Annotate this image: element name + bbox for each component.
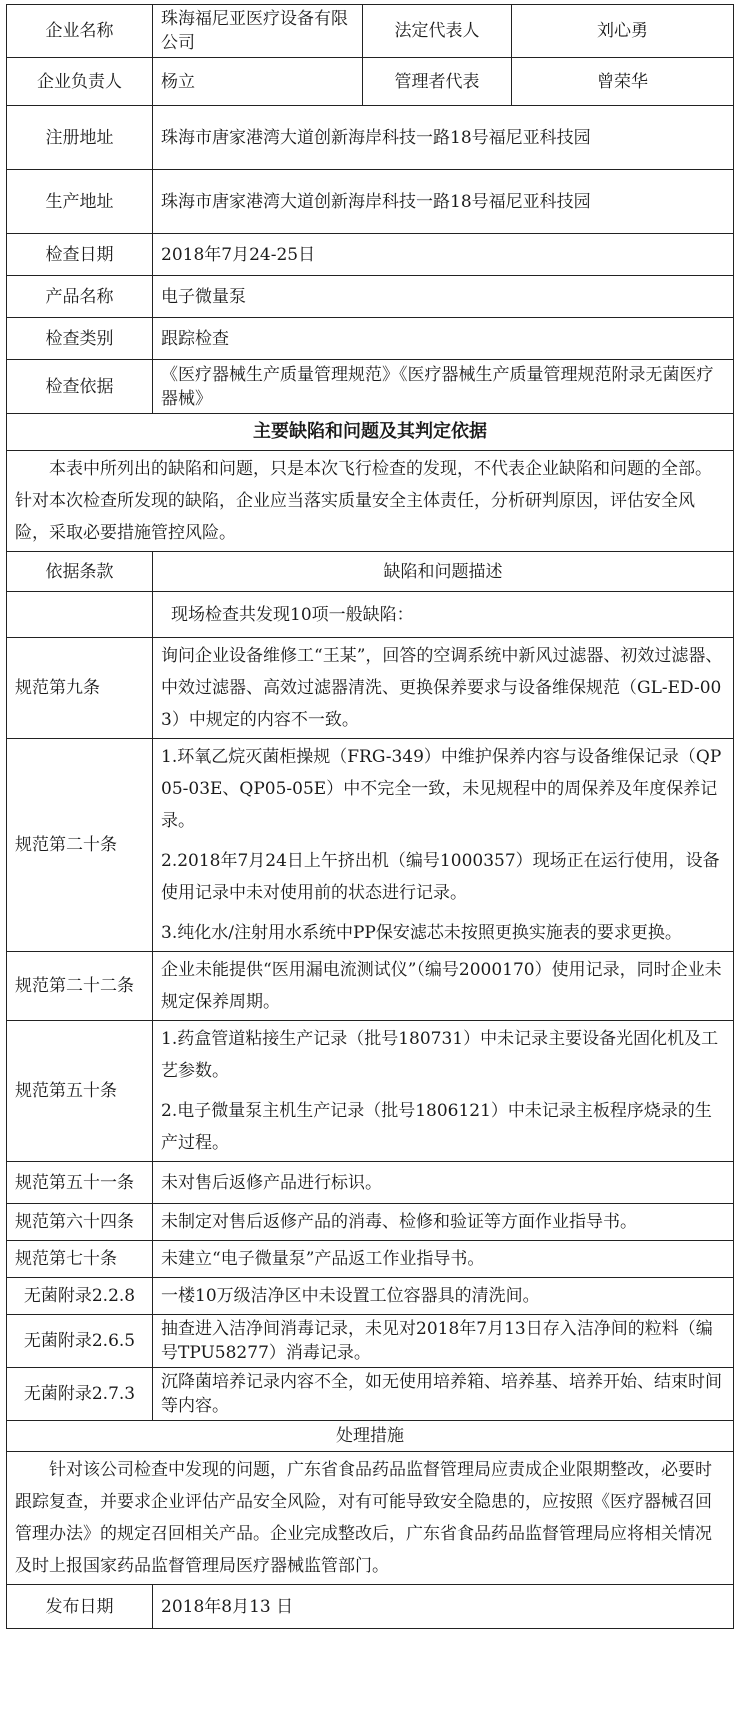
row-release <box>7 1585 734 1629</box>
row-reg-address <box>7 106 734 170</box>
defect-clause: 规范第六十四条 <box>7 1204 153 1241</box>
defect-row <box>7 1315 734 1368</box>
inspection-report-table <box>6 4 734 1629</box>
type-label: 检查类别 <box>7 318 153 360</box>
product-label: 产品名称 <box>7 276 153 318</box>
row-basis <box>7 360 734 414</box>
row-intro <box>7 451 734 552</box>
defect-description <box>153 638 734 739</box>
measures-text: 针对该公司检查中发现的问题，广东省食品药品监督管理局应责成企业限期整改，必要时跟踪复查，并要求企业评估产品安全风险，对有可能导致安全隐患的，应按照《医疗器械召回管理办法》的规定召回相关产品。企业完成整改后，广东省食品药品监督管理局应将相关情况及时上报国家药品监督管理局医疗器械监管部门。 <box>7 1452 734 1585</box>
defects-intro: 本表中所列出的缺陷和问题，只是本次飞行检查的发现，不代表企业缺陷和问题的全部。针对本次检查所发现的缺陷，企业应当落实质量安全主体责任，分析研判原因，评估安全风险，采取必要措施管控风险。 <box>7 451 734 552</box>
defect-description <box>153 1021 734 1162</box>
defect-description <box>153 1368 734 1421</box>
defect-description <box>153 1162 734 1204</box>
defect-clause: 规范第二十条 <box>7 739 153 952</box>
defect-clause: 无菌附录2.6.5 <box>7 1315 153 1368</box>
company-label: 企业名称 <box>7 5 153 58</box>
defect-item: 3.纯化水/注射用水系统中PP保安滤芯未按照更换实施表的要求更换。 <box>161 923 682 943</box>
defect-description <box>153 952 734 1021</box>
defect-description <box>153 1315 734 1368</box>
defect-item: 企业未能提供“医用漏电流测试仪”（编号2000170）使用记录，同时企业未规定保养周期。 <box>161 960 722 1012</box>
col-header-description: 缺陷和问题描述 <box>153 552 734 592</box>
row-head <box>7 58 734 106</box>
defect-item: 2.2018年7月24日上午挤出机（编号1000357）现场正在运行使用，设备使用记录中未对使用前的状态进行记录。 <box>161 851 720 903</box>
defect-row <box>7 1204 734 1241</box>
legal-rep-value: 刘心勇 <box>512 5 734 58</box>
row-defect-header <box>7 552 734 592</box>
defect-clause: 规范第五十一条 <box>7 1162 153 1204</box>
defect-row <box>7 638 734 739</box>
defect-description <box>153 1204 734 1241</box>
defect-clause: 规范第二十二条 <box>7 952 153 1021</box>
defect-item: 1.药盒管道粘接生产记录（批号180731）中未记录主要设备光固化机及工艺参数。 <box>161 1029 719 1081</box>
defect-item: 未制定对售后返修产品的消毒、检修和验证等方面作业指导书。 <box>161 1212 637 1232</box>
release-label: 发布日期 <box>7 1585 153 1629</box>
prod-address-label: 生产地址 <box>7 170 153 234</box>
row-measures <box>7 1452 734 1585</box>
defect-row <box>7 1278 734 1315</box>
basis-value: 《医疗器械生产质量管理规范》《医疗器械生产质量管理规范附录无菌医疗器械》 <box>153 360 734 414</box>
defect-row <box>7 952 734 1021</box>
basis-label: 检查依据 <box>7 360 153 414</box>
defect-row <box>7 1021 734 1162</box>
head-value: 杨立 <box>153 58 363 106</box>
defect-item: 抽查进入洁净间消毒记录，未见对2018年7月13日存入洁净间的粒料（编号TPU58277）消毒记录。 <box>161 1319 713 1363</box>
defect-clause: 规范第七十条 <box>7 1241 153 1278</box>
date-value: 2018年7月24-25日 <box>153 234 734 276</box>
defect-item: 一楼10万级洁净区中未设置工位容器具的清洗间。 <box>161 1286 540 1306</box>
defect-clause: 规范第九条 <box>7 638 153 739</box>
defect-summary: 现场检查共发现10项一般缺陷： <box>153 592 734 638</box>
defect-item: 2.电子微量泵主机生产记录（批号1806121）中未记录主板程序烧录的生产过程。 <box>161 1101 712 1153</box>
row-summary <box>7 592 734 638</box>
defect-row <box>7 1241 734 1278</box>
defect-clause: 无菌附录2.7.3 <box>7 1368 153 1421</box>
mgmt-rep-label: 管理者代表 <box>363 58 512 106</box>
prod-address-value: 珠海市唐家港湾大道创新海岸科技一路18号福尼亚科技园 <box>153 170 734 234</box>
row-type <box>7 318 734 360</box>
release-value: 2018年8月13 日 <box>153 1585 734 1629</box>
defect-item: 询问企业设备维修工“王某”，回答的空调系统中新风过滤器、初效过滤器、中效过滤器、高效过滤器清洗、更换保养要求与设备维保规范（GL-ED-003）中规定的内容不一致。 <box>161 646 723 730</box>
defect-item: 沉降菌培养记录内容不全，如无使用培养箱、培养基、培养开始、结束时间等内容。 <box>161 1372 722 1416</box>
head-label: 企业负责人 <box>7 58 153 106</box>
reg-address-value: 珠海市唐家港湾大道创新海岸科技一路18号福尼亚科技园 <box>153 106 734 170</box>
defects-section-title: 主要缺陷和问题及其判定依据 <box>7 414 734 451</box>
row-section-defects <box>7 414 734 451</box>
date-label: 检查日期 <box>7 234 153 276</box>
measures-title: 处理措施 <box>7 1421 734 1452</box>
row-prod-address <box>7 170 734 234</box>
defect-description <box>153 739 734 952</box>
product-value: 电子微量泵 <box>153 276 734 318</box>
mgmt-rep-value: 曾荣华 <box>512 58 734 106</box>
row-date <box>7 234 734 276</box>
row-product <box>7 276 734 318</box>
defect-clause: 规范第五十条 <box>7 1021 153 1162</box>
defect-description <box>153 1278 734 1315</box>
row-measures-title <box>7 1421 734 1452</box>
type-value: 跟踪检查 <box>153 318 734 360</box>
defect-item: 未对售后返修产品进行标识。 <box>161 1172 382 1193</box>
defect-row <box>7 1368 734 1421</box>
row-company <box>7 5 734 58</box>
company-value: 珠海福尼亚医疗设备有限公司 <box>153 5 363 58</box>
defect-description <box>153 1241 734 1278</box>
legal-rep-label: 法定代表人 <box>363 5 512 58</box>
reg-address-label: 注册地址 <box>7 106 153 170</box>
summary-clause-empty <box>7 592 153 638</box>
defect-row <box>7 1162 734 1204</box>
col-header-basis: 依据条款 <box>7 552 153 592</box>
defect-clause: 无菌附录2.2.8 <box>7 1278 153 1315</box>
defect-item: 1.环氧乙烷灭菌柜操规（FRG-349）中维护保养内容与设备维保记录（QP05-03E、QP05-05E）中不完全一致，未见规程中的周保养及年度保养记录。 <box>161 747 722 831</box>
defect-row <box>7 739 734 952</box>
defect-item: 未建立“电子微量泵”产品返工作业指导书。 <box>161 1249 485 1269</box>
